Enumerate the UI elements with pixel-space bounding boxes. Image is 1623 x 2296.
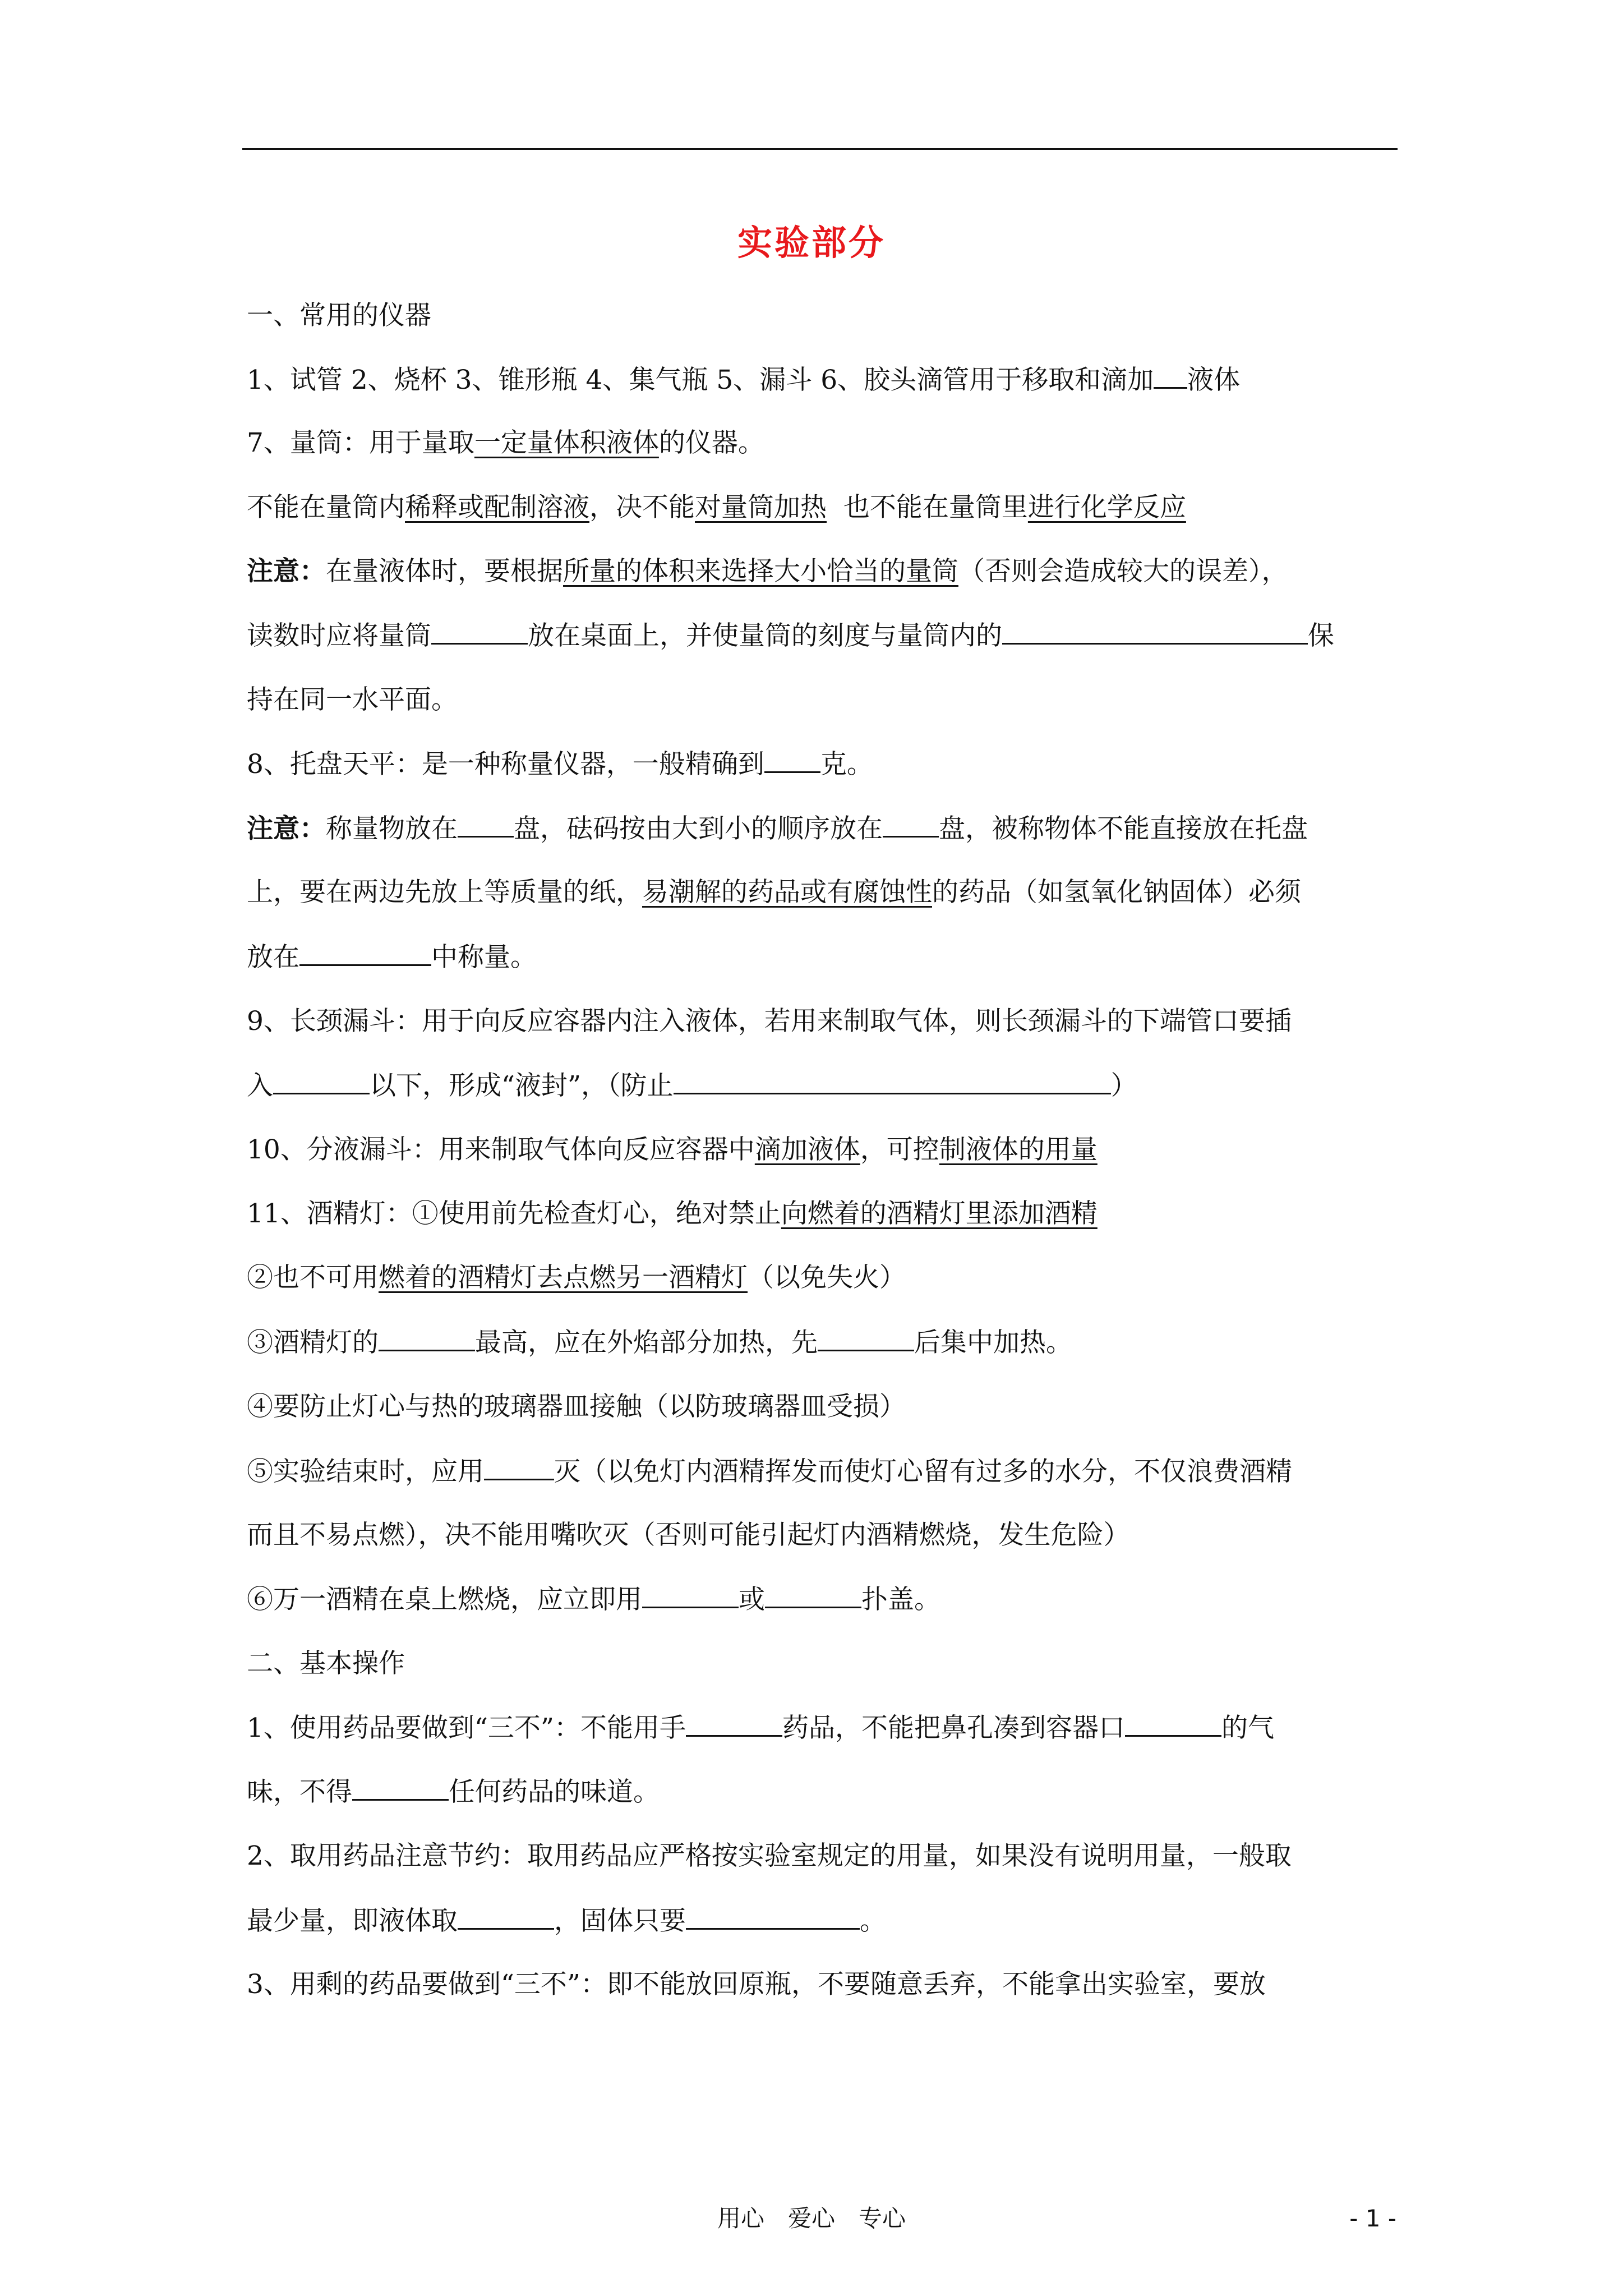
blank — [273, 1066, 370, 1094]
cylinder-reading: 读数时应将量筒 放在桌面上，并使量筒的刻度与量筒内的 保 — [247, 616, 1408, 656]
cylinder-reading-cont: 持在同一水平面。 — [247, 684, 458, 715]
lamp-rule-5-cont: 而且不易点燃），决不能用嘴吹灭（否则可能引起灯内酒精燃烧，发生危险） — [247, 1520, 1130, 1550]
blank — [431, 616, 528, 645]
operations-rule-1: 1、使用药品要做到“三不”：不能用手 药品，不能把鼻孔凑到容器口 的气 — [247, 1708, 1408, 1748]
section-heading-operations: 二、基本操作 — [247, 1648, 405, 1679]
operations-rule-3: 3、用剩的药品要做到“三不”：即不能放回原瓶，不要随意丢弃，不能拿出实验室，要放 — [247, 1969, 1266, 2000]
separatory-funnel-text: 10、分液漏斗：用来制取气体向反应容器中滴加液体，可控制液体的用量 — [247, 1134, 1098, 1165]
instruments-list: 1、试管 2、烧杯 3、锥形瓶 4、集气瓶 5、漏斗 6、胶头滴管用于移取和滴加 液体 — [247, 360, 1408, 400]
blank — [1002, 616, 1308, 645]
page-title: 实验部分 — [737, 222, 886, 263]
balance-title: 8、托盘天平：是一种称量仪器，一般精确到 克。 — [247, 744, 1408, 784]
blank — [458, 809, 514, 838]
lamp-rule-6: ⑥万一酒精在桌上燃烧，应立即用 或 扑盖。 — [247, 1580, 1408, 1619]
lamp-rule-4: ④要防止灯心与热的玻璃器皿接触（以防玻璃器皿受损） — [247, 1391, 906, 1422]
blank — [883, 809, 939, 838]
blank — [674, 1066, 1111, 1094]
blank — [1154, 360, 1187, 389]
blank — [458, 1901, 554, 1930]
blank — [765, 1580, 861, 1608]
blank — [686, 1708, 782, 1737]
header-rule — [242, 148, 1398, 150]
cylinder-title: 7、量筒：用于量取一定量体积液体的仪器。 — [247, 427, 764, 458]
blank — [484, 1452, 554, 1480]
lamp-rule-1: 11、酒精灯：①使用前先检查灯心，绝对禁止向燃着的酒精灯里添加酒精 — [247, 1198, 1098, 1229]
operations-rule-2: 2、取用药品注意节约：取用药品应严格按实验室规定的用量，如果没有说明用量，一般取 — [247, 1841, 1292, 1871]
operations-rule-2-cont: 最少量，即液体取 ，固体只要 。 — [247, 1901, 1408, 1941]
balance-note-cont: 上，要在两边先放上等质量的纸，易潮解的药品或有腐蚀性的药品（如氢氧化钠固体）必须 — [247, 877, 1301, 908]
blank — [379, 1323, 475, 1351]
page-footer: 用心 爱心 专心 — [717, 2205, 906, 2232]
blank — [1125, 1708, 1221, 1737]
blank — [352, 1772, 449, 1801]
blank — [686, 1901, 860, 1930]
cylinder-rules: 不能在量筒内稀释或配制溶液，决不能对量筒加热 也不能在量筒里进行化学反应 — [247, 492, 1186, 523]
cylinder-note: 注意：在量液体时，要根据所量的体积来选择大小恰当的量筒（否则会造成较大的误差）， — [247, 556, 1288, 587]
lamp-rule-3: ③酒精灯的 最高，应在外焰部分加热，先 后集中加热。 — [247, 1323, 1408, 1363]
section-heading-instruments: 一、常用的仪器 — [247, 300, 431, 331]
blank — [299, 937, 431, 966]
balance-note-end: 放在 中称量。 — [247, 937, 1408, 977]
blank — [764, 744, 820, 773]
lamp-rule-5: ⑤实验结束时，应用 灭（以免灯内酒精挥发而使灯心留有过多的水分，不仅浪费酒精 — [247, 1452, 1408, 1492]
page-number: - 1 - — [1349, 2205, 1396, 2232]
long-funnel-cont: 入 以下，形成“液封”，（防止 ） — [247, 1066, 1408, 1106]
balance-note: 注意：称量物放在 盘，砝码按由大到小的顺序放在 盘，被称物体不能直接放在托盘 — [247, 809, 1408, 849]
blank — [642, 1580, 739, 1608]
long-funnel-text: 9、长颈漏斗：用于向反应容器内注入液体，若用来制取气体，则长颈漏斗的下端管口要插 — [247, 1006, 1292, 1037]
blank — [818, 1323, 914, 1351]
lamp-rule-2: ②也不可用燃着的酒精灯去点燃另一酒精灯（以免失火） — [247, 1262, 906, 1293]
operations-rule-1-cont: 味，不得 任何药品的味道。 — [247, 1772, 1408, 1812]
